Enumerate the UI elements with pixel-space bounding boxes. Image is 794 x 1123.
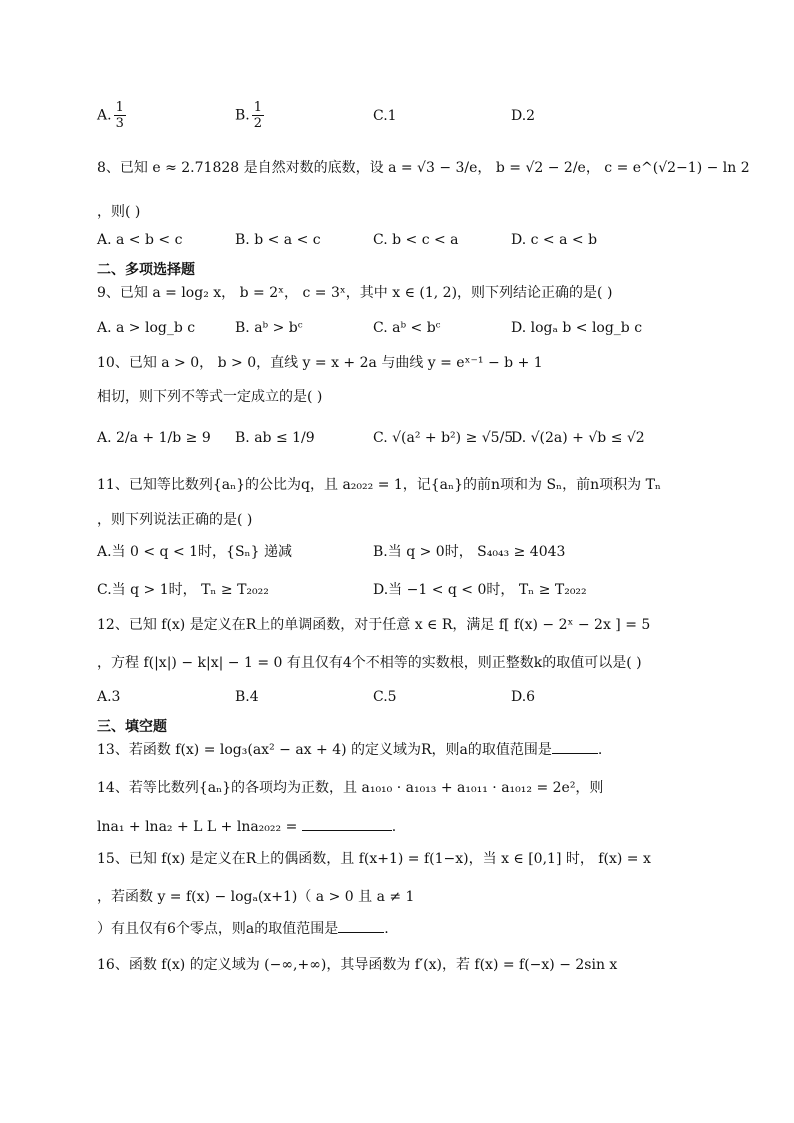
q12-stem-line2: ，方程 f(|x|) − k|x| − 1 = 0 有且仅有4个不相等的实数根，则正整数k的取值可以是( ): [97, 655, 642, 671]
q13-text: 13、若函数 f(x) = log₃(ax² − ax + 4) 的定义域为R，则a的取值范围是: [97, 742, 552, 758]
q9-option-a: A. a > log_b c: [97, 320, 196, 336]
section-heading-fill-in: 三、填空题: [97, 719, 167, 735]
q8-option-a: A. a < b < c: [97, 232, 183, 248]
fraction-numerator: 1: [115, 100, 124, 115]
q9-option-b: B. aᵇ > bᶜ: [235, 320, 303, 336]
q9-option-d: D. logₐ b < log_b c: [511, 320, 643, 336]
q7-option-d: D.2: [511, 108, 536, 124]
q10-option-a: A. 2/a + 1/b ≥ 9: [97, 430, 211, 446]
q9-option-c: C. aᵇ < bᶜ: [373, 320, 441, 336]
q11-stem-line2: ，则下列说法正确的是( ): [97, 512, 253, 528]
q14-text: lna₁ + lna₂ + L L + lna₂₀₂₂ =: [97, 819, 298, 835]
q9-stem: 9、已知 a = log₂ x， b = 2ˣ， c = 3ˣ，其中 x ∈ (1, 2)，则下列结论正确的是( ): [97, 285, 613, 301]
q12-stem-line1: 12、已知 f(x) 是定义在R上的单调函数，对于任意 x ∈ R，满足 f[ f(x) − 2ˣ − 2x ] = 5: [97, 617, 651, 633]
q7-option-c: C.1: [373, 108, 397, 124]
period: .: [597, 742, 603, 758]
q13-stem: [97, 740, 602, 760]
q8-option-c: C. b < c < a: [373, 232, 459, 248]
answer-blank[interactable]: [552, 741, 598, 754]
q14-stem-line2: [97, 817, 396, 837]
period: .: [391, 819, 397, 835]
q12-option-d: D.6: [511, 689, 536, 705]
fraction-denominator: 3: [115, 116, 124, 131]
q8-option-d: D. c < a < b: [511, 232, 598, 248]
q12-option-a: A.3: [97, 689, 121, 705]
q8-stem-line2: ，则( ): [97, 204, 141, 220]
q10-option-d: D. √(2a) + √b ≤ √2: [511, 430, 645, 446]
answer-blank[interactable]: [302, 818, 392, 831]
q8-option-b: B. b < a < c: [235, 232, 321, 248]
q8-stem-line1: 8、已知 e ≈ 2.71828 是自然对数的底数，设 a = √3 − 3/e， b = √2 − 2/e， c = e^(√2−1) − ln 2: [97, 160, 750, 176]
q11-option-a: A.当 0 < q < 1时，{Sₙ} 递减: [97, 544, 292, 560]
q10-option-c: C. √(a² + b²) ≥ √5/5: [373, 430, 514, 446]
q16-stem: 16、函数 f(x) 的定义域为 (−∞,+∞)，其导函数为 f′(x)，若 f(x) = f(−x) − 2sin x: [97, 957, 618, 973]
q15-stem-line1: 15、已知 f(x) 是定义在R上的偶函数，且 f(x+1) = f(1−x)，当 x ∈ [0,1] 时， f(x) = x: [97, 851, 651, 867]
q15-stem-line2: ，若函数 y = f(x) − logₐ(x+1)（ a > 0 且 a ≠ 1: [97, 889, 415, 905]
fraction-numerator: 1: [253, 100, 263, 115]
q11-stem-line1: 11、已知等比数列{aₙ}的公比为q，且 a₂₀₂₂ = 1，记{aₙ}的前n项和为 Sₙ，前n项积为 Tₙ: [97, 477, 661, 493]
q14-stem-line1: 14、若等比数列{aₙ}的各项均为正数，且 a₁₀₁₀ · a₁₀₁₃ + a₁₀₁₁ · a₁₀₁₂ = 2e²，则: [97, 780, 604, 796]
q12-option-c: C.5: [373, 689, 397, 705]
q11-option-c: C.当 q > 1时， Tₙ ≥ T₂₀₂₂: [97, 582, 269, 598]
q10-stem-line2: 相切，则下列不等式一定成立的是( ): [97, 389, 323, 405]
section-heading-multiple-choice: 二、多项选择题: [97, 262, 195, 278]
q10-stem-line1: 10、已知 a > 0， b > 0，直线 y = x + 2a 与曲线 y = eˣ⁻¹ − b + 1: [97, 355, 543, 371]
q11-option-d: D.当 −1 < q < 0时， Tₙ ≥ T₂₀₂₂: [373, 582, 587, 598]
fraction-denominator: 2: [253, 116, 263, 131]
q10-option-b: B. ab ≤ 1/9: [235, 430, 315, 446]
answer-blank[interactable]: [338, 920, 384, 933]
q7-option-b: [235, 100, 266, 131]
q15-text: ）有且仅有6个零点，则a的取值范围是: [97, 921, 339, 937]
q7-option-a-label: A.: [97, 107, 112, 124]
period: .: [384, 921, 389, 937]
q12-option-b: B.4: [235, 689, 259, 705]
q15-stem-line3: [97, 919, 389, 939]
q11-option-b: B.当 q > 0时， S₄₀₄₃ ≥ 4043: [373, 544, 566, 560]
q7-option-a: [97, 100, 128, 131]
q7-option-b-label: B.: [235, 107, 250, 124]
